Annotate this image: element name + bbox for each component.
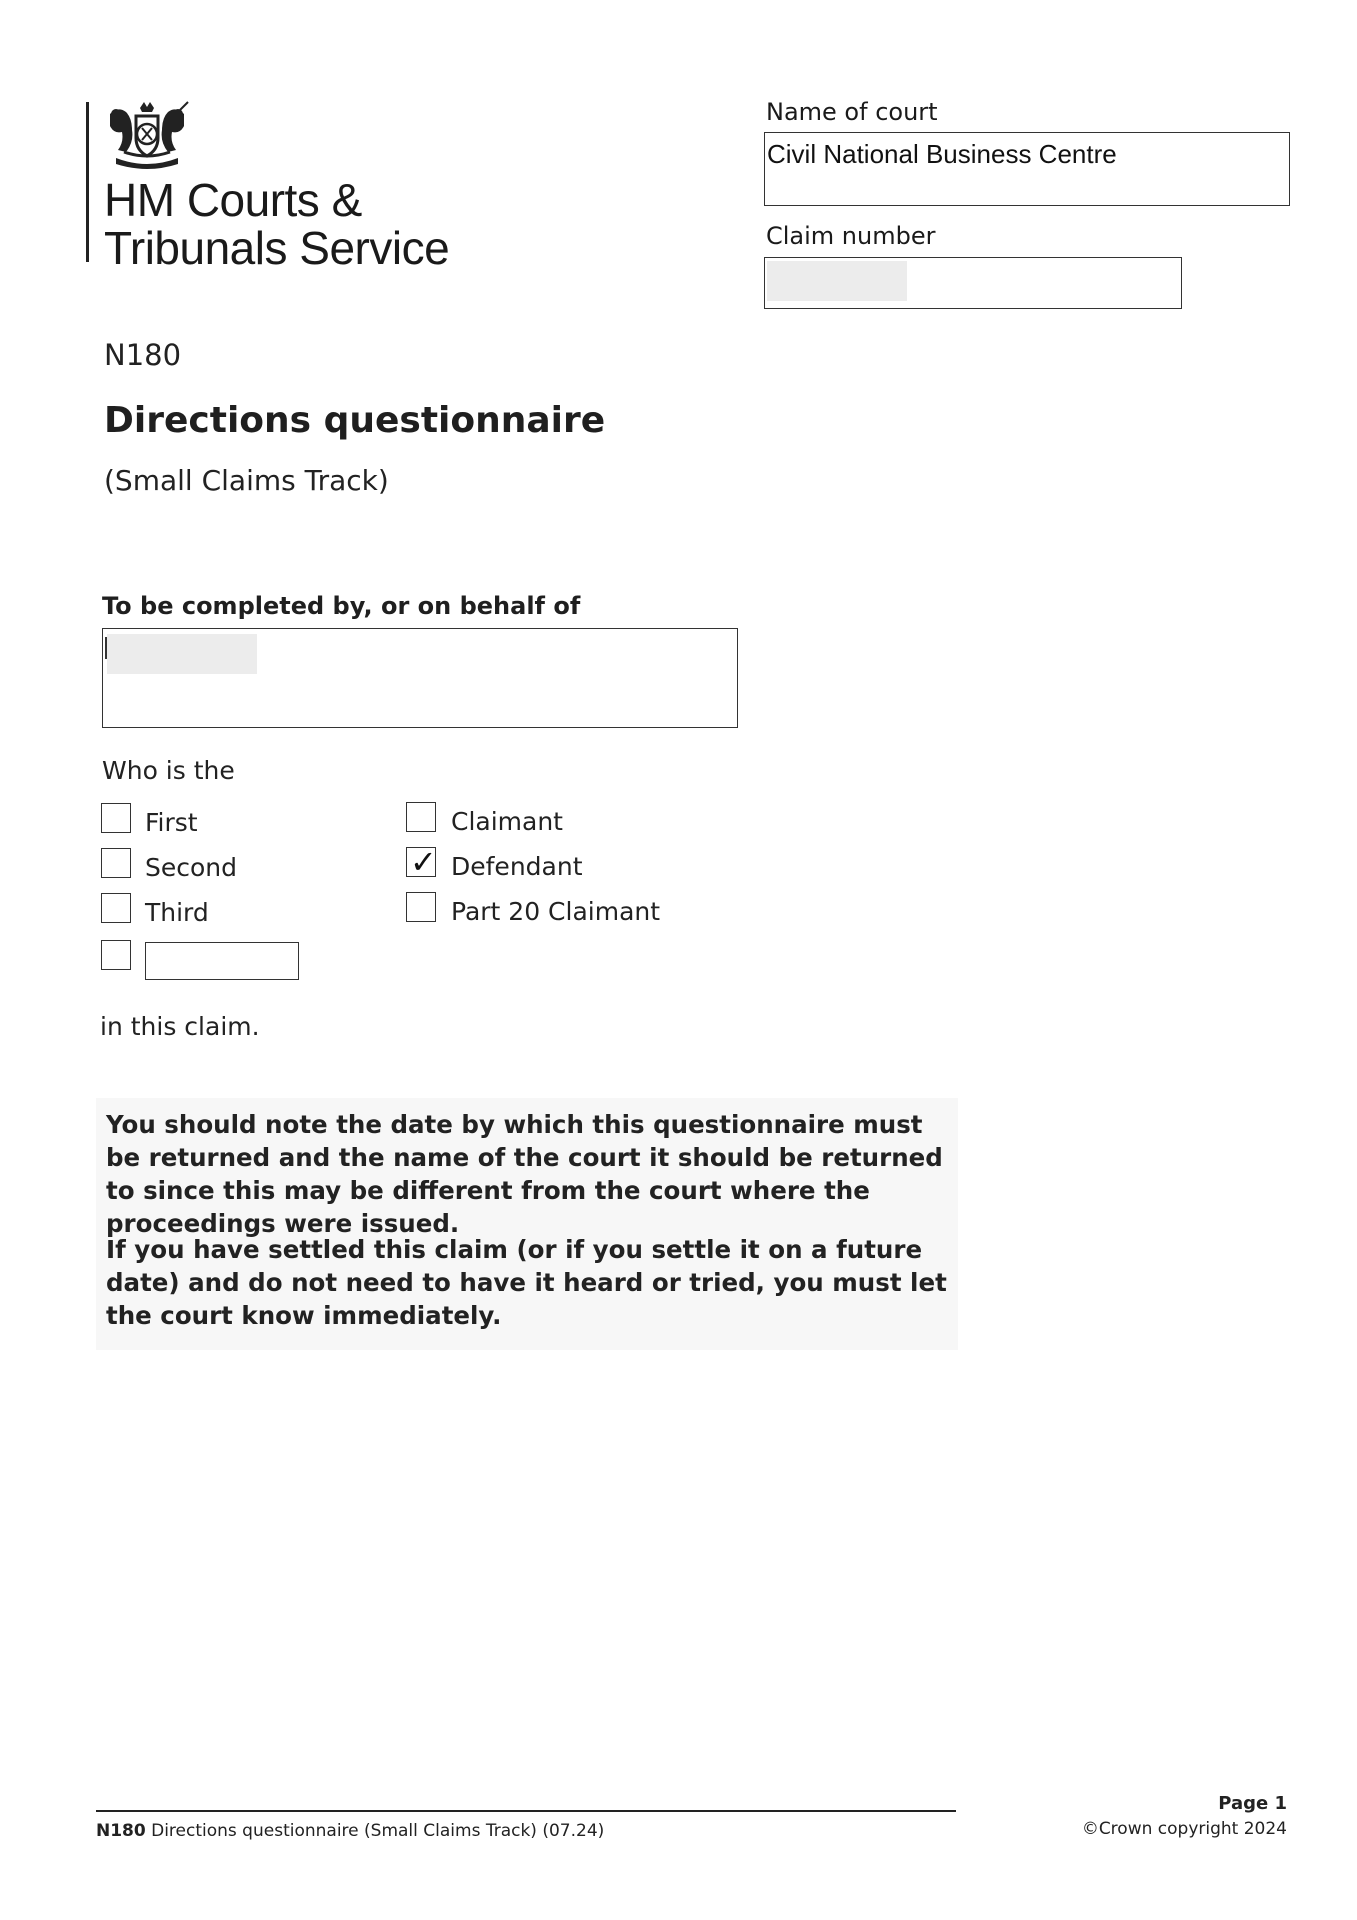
checkbox-label-claimant: Claimant bbox=[451, 807, 563, 836]
checkbox-label-second: Second bbox=[145, 853, 238, 882]
logo-text-line-1: HM Courts & bbox=[104, 174, 362, 226]
checkbox-label-third: Third bbox=[145, 898, 209, 927]
completed-by-field[interactable] bbox=[102, 628, 738, 728]
footer-form-code: N180 bbox=[96, 1821, 146, 1841]
checkbox-claimant[interactable] bbox=[406, 802, 436, 832]
court-name-label: Name of court bbox=[766, 98, 938, 126]
checkbox-second[interactable] bbox=[101, 848, 131, 878]
footer-form-title: Directions questionnaire (Small Claims Track) (07.24) bbox=[145, 1821, 605, 1841]
in-this-claim-text: in this claim. bbox=[100, 1012, 260, 1041]
notice-box bbox=[96, 1098, 958, 1350]
checkbox-label-first: First bbox=[145, 808, 198, 837]
redaction-block bbox=[107, 634, 257, 674]
checkbox-label-part-20-claimant: Part 20 Claimant bbox=[451, 897, 661, 926]
court-name-value: Civil National Business Centre bbox=[767, 139, 1117, 169]
notice-paragraph-2: If you have settled this claim (or if you settle it on a future date) and do not need to have it heard or tried, you must let the court know immediately. bbox=[106, 1235, 947, 1330]
who-is-the-label: Who is the bbox=[102, 756, 235, 785]
form-code: N180 bbox=[104, 338, 182, 372]
notice-paragraph-1: You should note the date by which this questionnaire must be returned and the name of the court it should be returned to since this may be different from the court where the proceedings were issued. bbox=[106, 1110, 943, 1238]
footer-divider bbox=[96, 1810, 956, 1812]
text-cursor bbox=[105, 637, 107, 659]
redaction-block bbox=[767, 261, 907, 301]
completed-by-label: To be completed by, or on behalf of bbox=[102, 592, 581, 620]
royal-coat-of-arms-icon bbox=[104, 100, 190, 170]
claim-number-label: Claim number bbox=[766, 222, 936, 250]
logo-divider bbox=[86, 102, 89, 262]
checkbox-label-defendant: Defendant bbox=[451, 852, 583, 881]
other-party-input[interactable] bbox=[145, 942, 299, 980]
checkbox-defendant[interactable] bbox=[406, 843, 437, 881]
page-title: Directions questionnaire bbox=[104, 400, 606, 441]
checkmark-icon: ✓ bbox=[410, 843, 437, 881]
copyright-notice: ©Crown copyright 2024 bbox=[1081, 1819, 1287, 1839]
checkbox-other[interactable] bbox=[101, 940, 131, 970]
claim-number-field[interactable] bbox=[764, 257, 1182, 309]
checkbox-first[interactable] bbox=[101, 803, 131, 833]
logo-text-line-2: Tribunals Service bbox=[104, 222, 450, 274]
footer-form-reference bbox=[96, 1821, 604, 1841]
page-number: Page 1 bbox=[1218, 1793, 1287, 1814]
page-subtitle: (Small Claims Track) bbox=[104, 464, 389, 497]
court-name-field[interactable] bbox=[764, 132, 1290, 206]
checkbox-third[interactable] bbox=[101, 893, 131, 923]
checkbox-part-20-claimant[interactable] bbox=[406, 892, 436, 922]
